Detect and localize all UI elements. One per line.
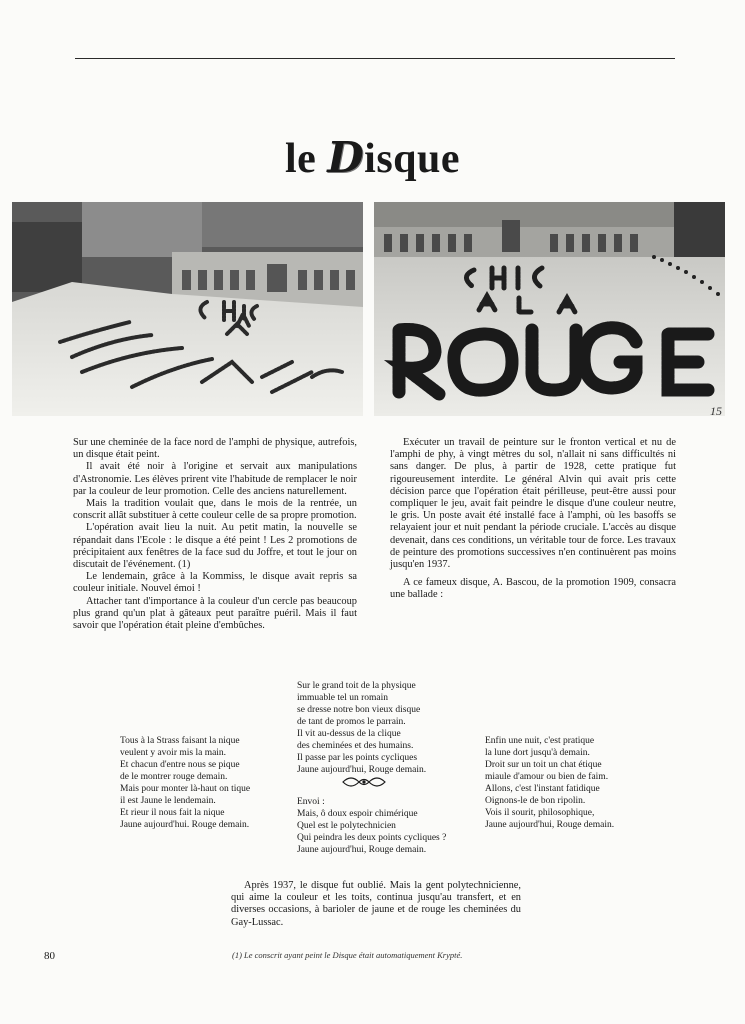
verse-line: il est Jaune le lendemain. bbox=[120, 796, 216, 806]
verse-line: Sur le grand toit de la physique bbox=[297, 681, 416, 691]
verse-line: des cheminées et des humains. bbox=[297, 741, 414, 751]
column-left bbox=[73, 437, 357, 632]
paragraph: L'opération avait lieu la nuit. Au petit matin, la nouvelle se répandait dans l'Ecole : le disque a été peint ! Les 2 promotions de précipitaient aux fenêtres de la face sud du Joffre, et tout le jour on discutait de l'événement. (1) bbox=[73, 522, 357, 571]
verse-line: Mais pour monter là-haut on tique bbox=[120, 784, 251, 794]
verse-line: Il passe par les points cycliques bbox=[297, 753, 418, 763]
photo-number: 15 bbox=[710, 404, 722, 418]
ballade-stanza-right bbox=[485, 735, 614, 831]
verse-line: de le montrer rouge demain. bbox=[120, 772, 228, 782]
verse-line: immuable tel un romain bbox=[297, 693, 389, 703]
paragraph: Il avait été noir à l'origine et servait aux manipulations d'Astronomie. Les élèves prirent vite l'habitude de remplacer le noir par la couleur de leur promotion. Celle des anciens naturellement. bbox=[73, 461, 357, 497]
paragraph: Sur une cheminée de la face nord de l'amphi de physique, autrefois, un disque était peint. bbox=[73, 437, 357, 461]
verse-line: Jaune aujourd'hui. Rouge demain. bbox=[120, 820, 250, 830]
paragraph: Après 1937, le disque fut oublié. Mais la gent polytechnicienne, qui aime la couleur et les toits, continua jusqu'au transfert, et en diverses occasions, à barioler de jaune et de rouge les cheminées du Gay-Lussac. bbox=[231, 880, 521, 928]
verse-line: Allons, c'est l'instant fatidique bbox=[485, 784, 600, 794]
footnote: (1) Le conscrit ayant peint le Disque était automatiquement Krypté. bbox=[232, 950, 463, 960]
photo-chic-a-la-jaune bbox=[12, 202, 363, 416]
verse-line: Droit sur un toit un chat étique bbox=[485, 760, 602, 770]
verse-line: Mais, ô doux espoir chimérique bbox=[297, 809, 418, 819]
verse-line: Vois il sourit, philosophique, bbox=[485, 808, 595, 818]
column-right bbox=[390, 437, 676, 602]
page-title: le Disque bbox=[284, 133, 461, 182]
verse-line: se dresse notre bon vieux disque bbox=[297, 705, 421, 715]
verse-line: de tant de promos le parrain. bbox=[297, 717, 406, 727]
paragraph: Le lendemain, grâce à la Kommiss, le disque avait repris sa couleur initiale. Nouvel émoi ! bbox=[73, 571, 357, 595]
photo-chic-a-la-rouge bbox=[374, 202, 725, 416]
verse-line: Tous à la Strass faisant la nique bbox=[120, 736, 240, 746]
title-initial: D bbox=[327, 133, 365, 182]
verse-line: Jaune aujourd'hui, Rouge demain. bbox=[297, 845, 427, 855]
verse-line: veulent y avoir mis la main. bbox=[120, 748, 227, 758]
closing-paragraph bbox=[231, 880, 521, 929]
ballade-stanza-left bbox=[120, 735, 250, 831]
paragraph: Mais la tradition voulait que, dans le mois de la rentrée, un conscrit allât substituer à cette couleur celle de sa propre promotion. bbox=[73, 498, 357, 522]
page-number: 80 bbox=[44, 950, 55, 962]
verse-line: Qui peindra les deux points cycliques ? bbox=[297, 833, 447, 843]
paragraph: A ce fameux disque, A. Bascou, de la promotion 1909, consacra une ballade : bbox=[390, 577, 676, 601]
verse-line: Oignons-le de bon ripolin. bbox=[485, 796, 586, 806]
verse-line: Et chacun d'entre nous se pique bbox=[120, 760, 240, 770]
paragraph: Attacher tant d'importance à la couleur d'un cercle pas beaucoup plus grand qu'un plat à gâteaux peut paraître puéril. Mais il faut savoir que l'opération était pleine d'embûches. bbox=[73, 595, 357, 632]
verse-line: Il vit au-dessus de la clique bbox=[297, 729, 401, 739]
ballade-stanza-center bbox=[297, 680, 426, 776]
verse-line: miaule d'amour ou bien de faim. bbox=[485, 772, 609, 782]
header-rule bbox=[75, 58, 675, 59]
verse-line: Jaune aujourd'hui, Rouge demain. bbox=[485, 820, 615, 830]
verse-line: Enfin une nuit, c'est pratique bbox=[485, 736, 595, 746]
ornament-icon bbox=[341, 773, 387, 796]
verse-line: Envoi : bbox=[297, 797, 325, 807]
verse-line: la lune dort jusqu'à demain. bbox=[485, 748, 590, 758]
verse-line: Jaune aujourd'hui, Rouge demain. bbox=[297, 765, 427, 775]
verse-line: Quel est le polytechnicien bbox=[297, 821, 396, 831]
paragraph: Exécuter un travail de peinture sur le fronton vertical et nu de l'amphi de phy, à vingt mètres du sol, n'allait ni sans difficultés ni sans danger. De plus, à partir de 1928, cette pratique fut rigoureusement interdite. Le général Alvin qui avait pris cette décision parce que l'opération était périlleuse, peut-être aussi pour compliquer le jeu, avait fait peindre le disque d'une couleur neutre, le gris. Un poste avait été installé face à l'amphi, où les basoffs se relayaient jour et nuit pendant la période cruciale. L'accès au disque devenait, dans ces conditions, un véritable tour de force. Les travaux de peinture des promotions successives n'en continuèrent pas moins jusqu'en 1937. bbox=[390, 437, 676, 571]
verse-line: Et rieur il nous fait la nique bbox=[120, 808, 225, 818]
ballade-envoi bbox=[297, 796, 446, 856]
